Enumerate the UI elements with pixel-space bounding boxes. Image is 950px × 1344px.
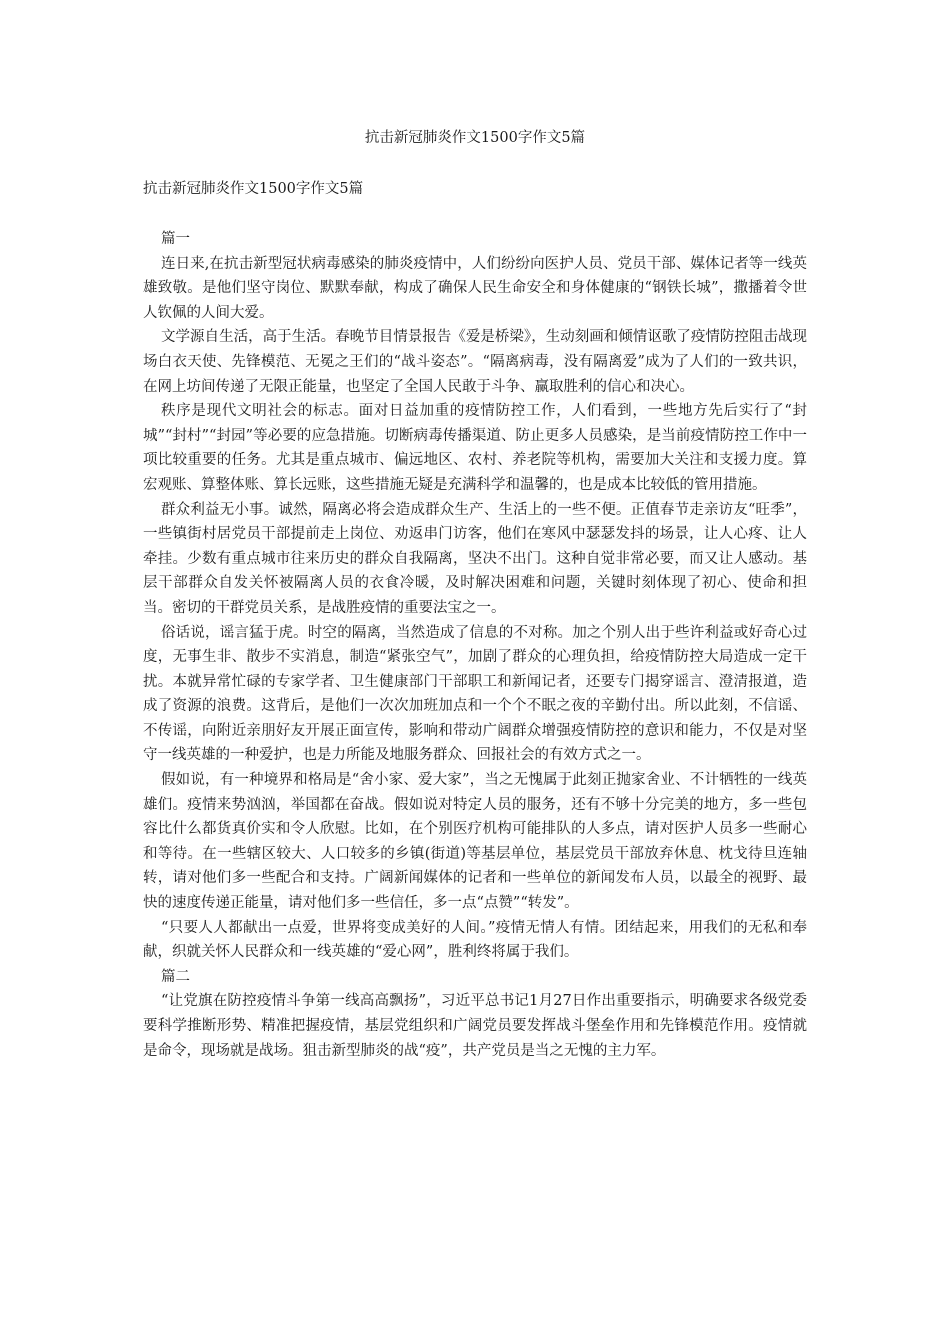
section-heading: 篇一 [161,231,190,247]
document-body [143,227,807,1063]
paragraph: “只要人人都献出一点爱，世界将变成美好的人间。”疫情无情人有情。团结起来，用我们的无私和奉献，织就关怀人民群众和一线英雄的“爱心网”，胜利终将属于我们。 [143,919,807,961]
paragraph: 群众利益无小事。诚然，隔离必将会造成群众生产、生活上的一些不便。正值春节走亲访友“旺季”，一些镇街村居党员干部提前走上岗位、劝返串门访客，他们在寒风中瑟瑟发抖的场景，让人心疼、让人牵挂。少数有重点城市往来历史的群众自我隔离，坚决不出门。这种自觉非常必要，而又让人感动。基层干部群众自发关怀被隔离人员的衣食冷暖，及时解决困难和问题，关键时刻体现了初心、使命和担当。密切的干群党员关系，是战胜疫情的重要法宝之一。 [143,501,807,616]
paragraph: 假如说，有一种境界和格局是“舍小家、爱大家”，当之无愧属于此刻正抛家舍业、不计牺牲的一线英雄们。疫情来势汹汹，举国都在奋战。假如说对特定人员的服务，还有不够十分完美的地方，多一些包容比什么都货真价实和令人欣慰。比如，在个别医疗机构可能排队的人多点，请对医护人员多一些耐心和等待。在一些辖区较大、人口较多的乡镇(街道)等基层单位，基层党员干部放弃休息、枕戈待旦连轴转，请对他们多一些配合和支持。广阔新闻媒体的记者和一些单位的新闻发布人员，以最全的视野、最快的速度传递正能量，请对他们多一些信任，多一点“点赞”“转发”。 [143,772,807,912]
paragraph: 秩序是现代文明社会的标志。面对日益加重的疫情防控工作，人们看到，一些地方先后实行了“封城”“封村”“封园”等必要的应急措施。切断病毒传播渠道、防止更多人员感染，是当前疫情防控工作中一项比较重要的任务。尤其是重点城市、偏远地区、农村、养老院等机构，需要加大关注和支援力度。算宏观账、算整体账、算长远账，这些措施无疑是充满科学和温馨的，也是成本比较低的管用措施。 [143,403,807,493]
paragraph: 俗话说，谣言猛于虎。时空的隔离，当然造成了信息的不对称。加之个别人出于些许利益或好奇心过度，无事生非、散步不实消息，制造“紧张空气”，加剧了群众的心理负担，给疫情防控大局造成一定干扰。本就异常忙碌的专家学者、卫生健康部门干部职工和新闻记者，还要专门揭穿谣言、澄清报道，造成了资源的浪费。这背后，是他们一次次加班加点和一个个不眠之夜的辛勤付出。所以此刻，不信谣、不传谣，向附近亲朋好友开展正面宣传，影响和带动广阔群众增强疫情防控的意识和能力，不仅是对坚守一线英雄的一种爱护，也是力所能及地服务群众、回报社会的有效方式之一。 [143,624,807,764]
section-heading: 篇二 [161,968,190,985]
paragraph: 连日来,在抗击新型冠状病毒感染的肺炎疫情中，人们纷纷向医护人员、党员干部、媒体记者等一线英雄致敬。是他们坚守岗位、默默奉献，构成了确保人民生命安全和身体健康的“钢铁长城”，撒播着令世人钦佩的人间大爱。 [143,255,807,321]
paragraph: “让党旗在防控疫情斗争第一线高高飘扬”，习近平总书记1月27日作出重要指示，明确要求各级党委要科学推断形势、精准把握疫情，基层党组织和广阔党员要发挥战斗堡垒作用和先锋模范作用。疫情就是命令，现场就是战场。狙击新型肺炎的战“疫”，共产党员是当之无愧的主力军。 [143,993,807,1059]
document-subtitle: 抗击新冠肺炎作文1500字作文5篇 [143,181,364,197]
paragraph: 文学源自生活，高于生活。春晚节目情景报告《爱是桥梁》，生动刻画和倾情讴歌了疫情防控阻击战现场白衣天使、先锋模范、无冕之王们的“战斗姿态”。“隔离病毒，没有隔离爱”成为了人们的一致共识，在网上坊间传递了无限正能量，也坚定了全国人民敢于斗争、赢取胜利的信心和决心。 [143,329,807,395]
document-title: 抗击新冠肺炎作文1500字作文5篇 [364,130,586,146]
